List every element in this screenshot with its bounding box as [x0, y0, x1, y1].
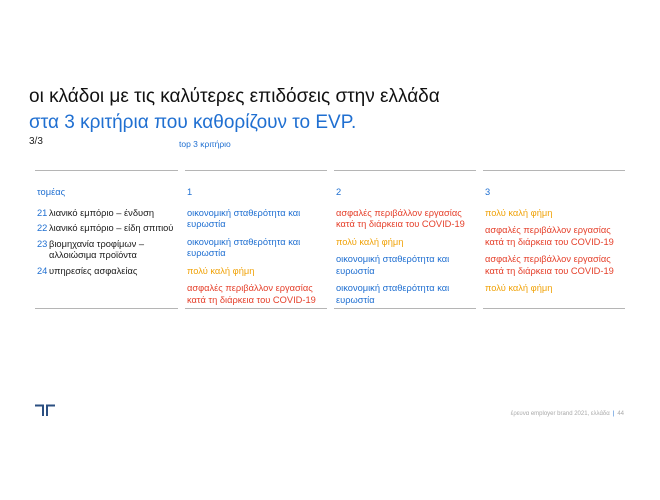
divider-col-2 — [334, 170, 476, 171]
divider-bottom-sectors — [35, 308, 178, 309]
criterion-entry: πολύ καλή φήμη — [485, 283, 553, 293]
criterion-entry: οικονομική σταθερότητα και ευρωστία — [187, 236, 301, 258]
footer-separator: | — [612, 411, 615, 417]
sector-item — [37, 223, 178, 235]
sector-item — [37, 208, 178, 220]
criterion-3-column — [485, 187, 625, 301]
footer — [511, 411, 624, 417]
sector-number: 21 — [37, 207, 48, 218]
divider-col-3 — [483, 170, 625, 171]
criterion-entry: οικονομική σταθερότητα και ευρωστία — [336, 283, 450, 305]
criterion-2-column — [336, 187, 476, 312]
criteria-label: top 3 κριτήριο — [179, 139, 231, 149]
sector-item — [37, 266, 178, 278]
criterion-1-column — [187, 187, 327, 312]
sector-number: 23 — [37, 238, 48, 249]
page-number: 44 — [617, 411, 624, 417]
sectors-column — [37, 187, 178, 281]
sector-label: βιομηχανία τροφίμων – αλλοιώσιμα προϊόντα — [49, 238, 145, 260]
criterion-3-header: 3 — [485, 187, 491, 197]
footer-text: έρευνα employer brand 2021, ελλάδα — [510, 411, 610, 417]
divider-col-sectors — [35, 170, 178, 171]
criterion-entry: ασφαλές περιβάλλον εργασίας κατά τη διάρκεια του COVID-19 — [336, 207, 465, 229]
sector-number: 24 — [37, 265, 48, 276]
criterion-entry: οικονομική σταθερότητα και ευρωστία — [187, 207, 301, 229]
divider-col-1 — [185, 170, 327, 171]
criterion-entry: οικονομική σταθερότητα και ευρωστία — [336, 254, 450, 276]
randstad-logo-icon — [34, 404, 56, 422]
criterion-1-header: 1 — [187, 187, 193, 197]
sector-label: λιανικό εμπόριο – είδη σπιτιού — [49, 223, 174, 233]
sector-label: υπηρεσίες ασφαλείας — [49, 265, 138, 276]
page-subtitle: στα 3 κριτήρια που καθορίζουν το EVP. — [29, 112, 357, 133]
sector-item — [37, 239, 178, 262]
sector-label: λιανικό εμπόριο – ένδυση — [49, 207, 154, 218]
criterion-2-header: 2 — [336, 187, 342, 197]
page-title: οι κλάδοι με τις καλύτερες επιδόσεις στην ελλάδα — [29, 86, 440, 107]
criterion-entry: πολύ καλή φήμη — [336, 236, 404, 247]
page-indicator: 3/3 — [29, 136, 43, 147]
sectors-header: τομέας — [37, 187, 66, 197]
criterion-entry: πολύ καλή φήμη — [485, 207, 553, 218]
sector-number: 22 — [37, 223, 48, 233]
criterion-entry: ασφαλές περιβάλλον εργασίας κατά τη διάρκεια του COVID-19 — [187, 283, 316, 305]
divider-bottom-3 — [483, 308, 625, 309]
criterion-entry: ασφαλές περιβάλλον εργασίας κατά τη διάρκεια του COVID-19 — [485, 254, 614, 276]
criterion-entry: ασφαλές περιβάλλον εργασίας κατά τη διάρκεια του COVID-19 — [485, 225, 614, 247]
criterion-entry: πολύ καλή φήμη — [187, 265, 255, 276]
